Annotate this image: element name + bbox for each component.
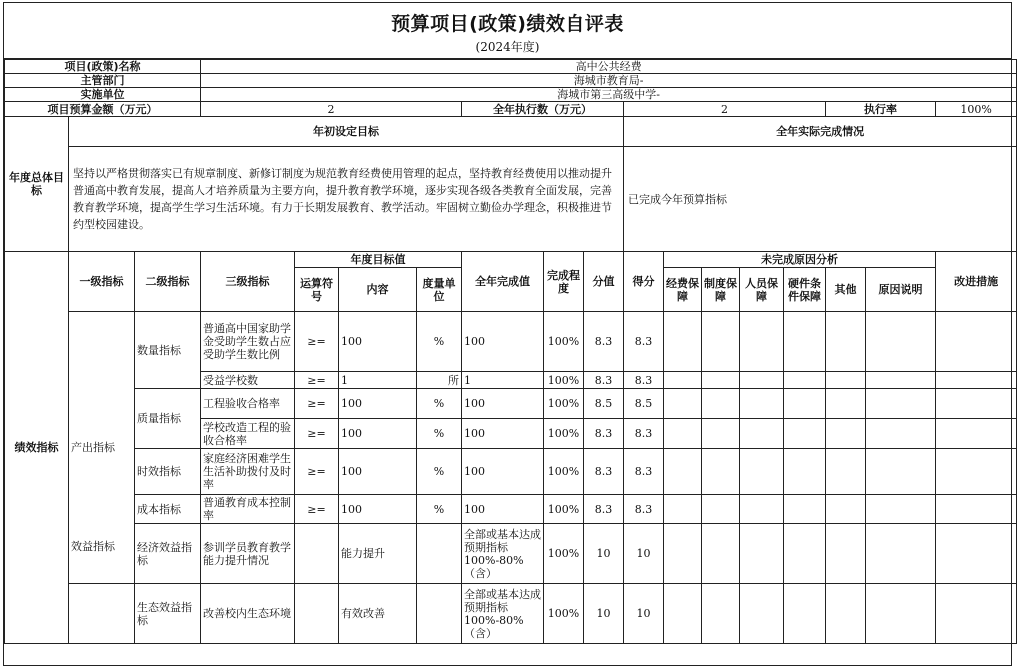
evaluation-sheet [3,2,1012,666]
completion-header: 完成程度 [544,252,584,312]
exec-label: 全年执行数（万元） [462,102,624,117]
score: 8.3 [624,419,664,449]
operator [295,584,339,644]
operator: ≥= [295,449,339,495]
table-row [5,389,1017,419]
level1-header: 一级指标 [69,252,135,312]
measure-unit [417,584,462,644]
score-value: 8.3 [584,312,624,372]
project-name-label: 项目(政策)名称 [5,60,201,74]
operator: ≥= [295,312,339,372]
report-year: (2024年度) [475,40,540,54]
output-group: 产出指标 [69,312,135,584]
actual-value: 全部或基本达成预期指标100%-80%（含） [462,524,544,584]
title-area [4,3,1011,59]
reason-system-header: 制度保障 [702,268,740,312]
rate-label: 执行率 [826,102,936,117]
indicator-name: 学校改造工程的验收合格率 [201,419,295,449]
indicator-name: 普通教育成本控制率 [201,495,295,524]
operator [295,524,339,584]
annual-goal-label: 年度总体目标 [5,117,69,252]
completion: 100% [544,495,584,524]
measure-unit: % [417,449,462,495]
level2-header: 二级指标 [135,252,201,312]
completion: 100% [544,312,584,372]
score: 10 [624,524,664,584]
ecological-group: 生态效益指标 [135,584,201,644]
score-value: 8.3 [584,449,624,495]
reason-hardware-header: 硬件条件保障 [784,268,826,312]
target-content: 100 [339,449,417,495]
measure-unit: % [417,389,462,419]
target-content: 100 [339,495,417,524]
reason-other-header: 其他 [826,268,866,312]
exec-value: 2 [624,102,826,117]
score-value: 8.5 [584,389,624,419]
table-row [5,449,1017,495]
score: 8.3 [624,312,664,372]
reason-desc-header: 原因说明 [866,268,936,312]
budget-label: 项目预算金额（万元） [5,102,201,117]
content-header: 内容 [339,268,417,312]
benefit-group: 效益指标 [71,540,115,553]
economic-group: 经济效益指标 [135,524,201,584]
score-value: 8.3 [584,419,624,449]
operator: ≥= [295,495,339,524]
reason-staff-header: 人员保障 [740,268,784,312]
dept-value: 海城市教育局- [201,74,1017,88]
actual-value: 100 [462,449,544,495]
actual-value: 100 [462,419,544,449]
actual-goal-text: 已完成今年预算指标 [624,147,1017,252]
operator: ≥= [295,389,339,419]
project-name: 高中公共经费 [201,60,1017,74]
completion: 100% [544,524,584,584]
rate-value: 100% [936,102,1017,117]
completion: 100% [544,389,584,419]
completion: 100% [544,584,584,644]
score-value: 8.3 [584,372,624,389]
reasons-header: 未完成原因分析 [664,252,936,268]
score-value-header: 分值 [584,252,624,312]
page-title: 预算项目(政策)绩效自评表 [391,13,624,35]
reason-fund-header: 经费保障 [664,268,702,312]
indicator-name: 家庭经济困难学生生活补助拨付及时率 [201,449,295,495]
score: 8.3 [624,449,664,495]
dept-label: 主管部门 [5,74,201,88]
actual-value: 100 [462,312,544,372]
level3-header: 三级指标 [201,252,295,312]
score: 8.3 [624,495,664,524]
score: 8.5 [624,389,664,419]
indicator-name: 受益学校数 [201,372,295,389]
operator: ≥= [295,372,339,389]
actual-value: 100 [462,495,544,524]
unit-header: 度量单位 [417,268,462,312]
score-value: 8.3 [584,495,624,524]
score: 8.3 [624,372,664,389]
benefit-group-cell [69,540,135,644]
score: 10 [624,584,664,644]
score-header: 得分 [624,252,664,312]
measure-unit: % [417,312,462,372]
measure-unit: % [417,495,462,524]
indicator-name: 改善校内生态环境 [201,584,295,644]
actual-goal-header: 全年实际完成情况 [624,117,1017,147]
planned-goal-header: 年初设定目标 [69,117,624,147]
completion: 100% [544,419,584,449]
timeliness-group: 时效指标 [135,449,201,495]
score-value: 10 [584,584,624,644]
table-row [5,312,1017,372]
indicator-name: 工程验收合格率 [201,389,295,419]
unit-label: 实施单位 [5,88,201,102]
actual-value-header: 全年完成值 [462,252,544,312]
score-value: 10 [584,524,624,584]
annual-target-header: 年度目标值 [295,252,462,268]
target-content: 100 [339,419,417,449]
actual-value: 1 [462,372,544,389]
table-row [5,495,1017,524]
budget-value: 2 [201,102,462,117]
evaluation-table [4,59,1017,644]
perf-indicators-label: 绩效指标 [5,252,69,644]
cost-group: 成本指标 [135,495,201,524]
operator-header: 运算符号 [295,268,339,312]
target-content: 1 [339,372,417,389]
completion: 100% [544,449,584,495]
indicator-name: 普通高中国家助学金受助学生数占应受助学生数比例 [201,312,295,372]
operator: ≥= [295,419,339,449]
unit-value: 海城市第三高级中学- [201,88,1017,102]
actual-value: 100 [462,389,544,419]
target-content: 100 [339,312,417,372]
target-content: 有效改善 [339,584,417,644]
actual-value: 全部或基本达成预期指标100%-80%（含） [462,584,544,644]
measure-unit [417,524,462,584]
target-content: 100 [339,389,417,419]
improve-header: 改进措施 [936,252,1017,312]
completion: 100% [544,372,584,389]
quality-group: 质量指标 [135,389,201,449]
table-row [5,584,1017,644]
planned-goal-text: 坚持以严格贯彻落实已有规章制度、新修订制度为规范教育经费使用管理的起点，坚持教育经费使用以推动提升普通高中教育发展，提高人才培养质量为主要方向，提升教育教学环境，逐步实现各级各类教育全面发展，完善教育教学环境，提高学生学习生活环境。有力于长期发展教育、教学活动。牢固树立勤俭办学理念，积极推进节约型校园建设。 [69,147,624,252]
measure-unit: % [417,419,462,449]
target-content: 能力提升 [339,524,417,584]
quantity-group: 数量指标 [135,312,201,389]
table-row [5,524,1017,584]
measure-unit: 所 [417,372,462,389]
indicator-name: 参训学员教育教学能力提升情况 [201,524,295,584]
